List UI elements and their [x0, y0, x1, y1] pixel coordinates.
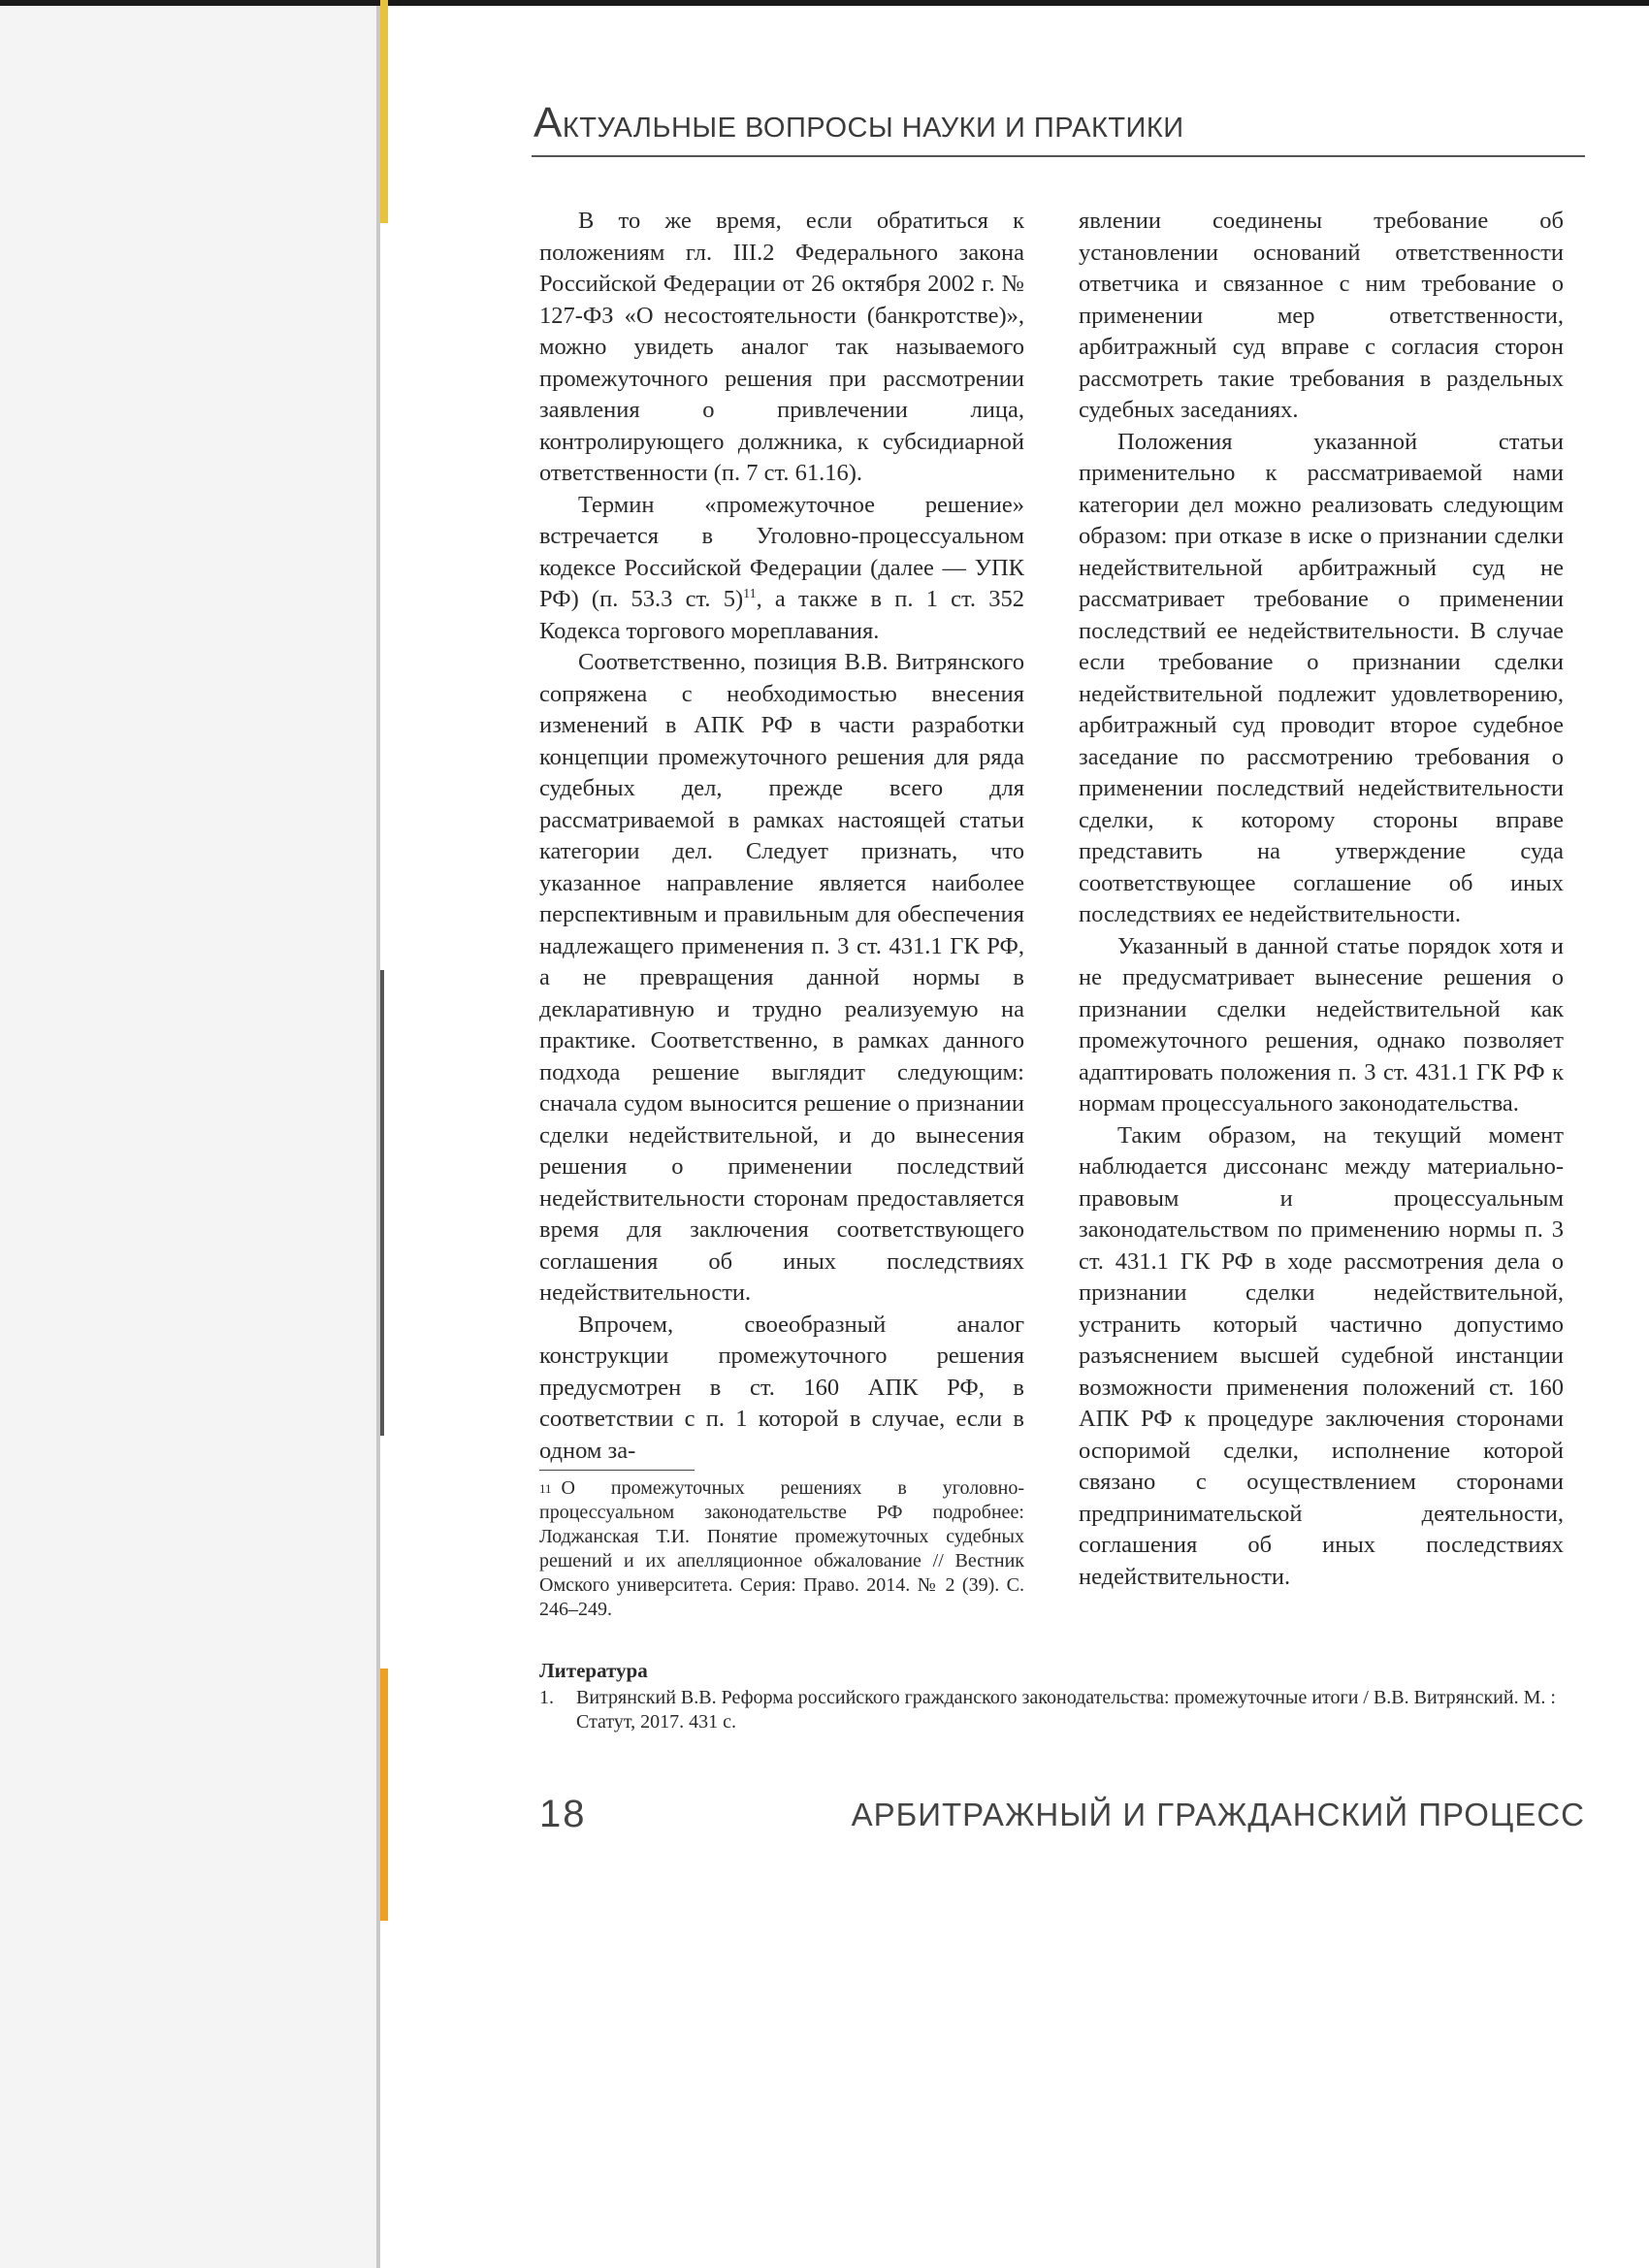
left-column	[539, 206, 1024, 1467]
paragraph	[539, 490, 1024, 648]
paragraph: Впрочем, своеобразный аналог конструкции промежуточного решения предусмотрен в ст. 160 АПК РФ, в соответствии с п. 1 которой в случае, если в одном за-	[539, 1311, 1024, 1464]
footnote-number: 11	[539, 1481, 552, 1496]
literature-list	[539, 1686, 1585, 1734]
literature-title: Литература	[539, 1659, 648, 1682]
paragraph-text: Термин «промежуточное решение» встречается в Уголовно-процессуальном кодексе Российской Федерации (далее — УПК РФ) (п. 53.3 ст. 5)	[539, 491, 1024, 612]
binding-stripe-orange	[380, 1669, 388, 1921]
footnote-text: О промежуточных решениях в уголовно-процессуальном законодательстве РФ подробнее: Лоджанская Т.И. Понятие промежуточных судебных решений и их апелляционное обжалование // Вестник Омского университета. Серия: Право. 2014. № 2 (39). С. 246–249.	[539, 1477, 1024, 1620]
running-header	[534, 99, 1581, 147]
literature-item	[539, 1686, 1585, 1734]
paragraph: явлении соединены требование об установлении оснований ответственности ответчика и связанное с ним требование о применении мер ответственности, арбитражный суд вправе с согласия сторон рассмотреть такие требования в раздельных судебных заседаниях.	[1079, 208, 1564, 423]
paragraph: Соответственно, позиция В.В. Витрянского сопряжена с необходимостью внесения изменений в АПК РФ в части разработки концепции промежуточного решения для ряда судебных дел, прежде всего для рассматриваемой в рамках настоящей статьи категории дел. Следует признать, что указанное направление является наиболее перспективным и правильным для обеспечения надлежащего применения п. 3 ст. 431.1 ГК РФ, а не превращения данной нормы в декларативную и трудно реализуемую на практике. Соответственно, в рамках данного подхода решение выглядит следующим: сначала судом выносится решение о признании сделки недействительной, и до вынесения решения о применении последствий недействительности сторонам предоставляется время для заключения соответствующего соглашения об иных последствиях недействительности.	[539, 649, 1024, 1306]
page-number: 18	[539, 1793, 587, 1835]
scan-top-border	[0, 0, 1649, 6]
paragraph-text-tail: , а также в п. 1 ст. 352 Кодекса торгового мореплавания.	[539, 586, 1024, 644]
paragraph: Указанный в данной статье порядок хотя и не предусматривает вынесение решения о признании сделки недействительной как промежуточного решения, однако позволяет адаптировать положения п. 3 ст. 431.1 ГК РФ к нормам процессуального законодательства.	[1079, 932, 1564, 1117]
paragraph: В то же время, если обратиться к положениям гл. III.2 Федерального закона Российской Федерации от 26 октября 2002 г. № 127-ФЗ «О несостоятельности (банкротстве)», можно увидеть аналог так называемого промежуточного решения при рассмотрении заявления о привлечении лица, контролирующего должника, к субсидиарной ответственности (п. 7 ст. 61.16).	[539, 208, 1024, 486]
journal-title: АРБИТРАЖНЫЙ И ГРАЖДАНСКИЙ ПРОЦЕСС	[851, 1797, 1585, 1832]
header-rest: КТУАЛЬНЫЕ ВОПРОСЫ НАУКИ И ПРАКТИКИ	[562, 113, 1184, 144]
footnote-rule	[539, 1470, 695, 1471]
right-column	[1079, 206, 1564, 1593]
header-rule	[532, 155, 1585, 157]
literature-item-text: Витрянский В.В. Реформа российского гражданского законодательства: промежуточные итоги / В.В. Витрянский. М. : Статут, 2017. 431 с.	[576, 1687, 1556, 1733]
literature-item-number: 1.	[539, 1687, 554, 1708]
scan-background	[0, 0, 378, 2268]
header-initial: А	[534, 99, 563, 146]
footnote-ref: 11	[743, 586, 757, 601]
footnote	[539, 1476, 1024, 1622]
paragraph: Положения указанной статьи применительно к рассматриваемой нами категории дел можно реализовать следующим образом: при отказе в иске о признании сделки недействительной арбитражный суд не рассматривает требование о применении последствий ее недействительности. В случае если требование о признании сделки недействительной подлежит удовлетворению, арбитражный суд проводит второе судебное заседание по рассмотрению требования о применении последствий недействительности сделки, к которому стороны вправе представить на утверждение суда соответствующее соглашение об иных последствиях ее недействительности.	[1079, 428, 1564, 927]
binding-stripe-dark	[380, 970, 384, 1436]
binding-stripe-yellow	[380, 0, 388, 223]
paragraph: Таким образом, на текущий момент наблюдается диссонанс между материально-правовым и процессуальным законодательством по применению нормы п. 3 ст. 431.1 ГК РФ в ходе рассмотрения дела о признании сделки недействительной, устранить который частично допустимо разъяснением высшей судебной инстанции возможности применения положений ст. 160 АПК РФ к процедуре заключения сторонами оспоримой сделки, исполнение которой связано с осуществлением сторонами предпринимательской деятельности, соглашения об иных последствиях недействительности.	[1079, 1121, 1564, 1590]
